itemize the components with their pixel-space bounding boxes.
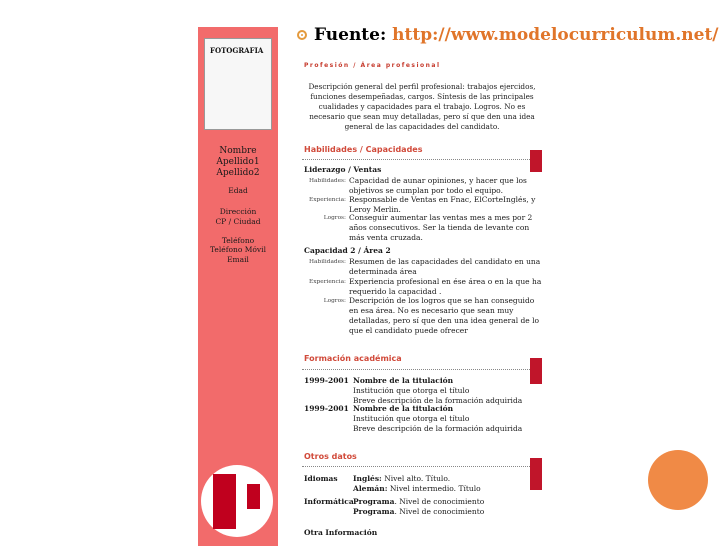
divider xyxy=(302,369,530,370)
language-german xyxy=(353,484,481,494)
german-label: Alemán: xyxy=(353,484,388,493)
education-degree: Nombre de la titulación xyxy=(353,404,454,413)
program-label: Programa xyxy=(353,507,395,516)
age: Edad xyxy=(228,186,248,195)
section-marker xyxy=(530,150,542,172)
achievements-value: Conseguir aumentar las ventas mes a mes por 2 años consecutivos. Ser la tienda de levante con más venta cruzada. xyxy=(349,213,533,242)
logo-bar-large xyxy=(213,474,236,529)
candidate-name xyxy=(198,146,278,179)
section-marker xyxy=(530,458,542,490)
achievements-value: Descripción de los logros que se han conseguido en esa área. No es necesario que sean muy detalladas, pero sí que den una idea general de lo que el candidato puede ofrecer xyxy=(349,296,540,335)
program-1 xyxy=(353,497,484,507)
achievements-label: Logros: xyxy=(323,298,346,304)
education-institution: Institución que otorga el título xyxy=(353,386,470,395)
education-degree: Nombre de la titulación xyxy=(353,376,454,385)
profession-title: Profesión / Área profesional xyxy=(304,62,441,69)
decorative-circle xyxy=(648,450,708,510)
skill-label: Habilidades: xyxy=(308,178,346,184)
source-label: Fuente: xyxy=(314,25,387,45)
german-value: Nivel intermedio. Título xyxy=(389,484,481,493)
address: Dirección xyxy=(219,207,257,216)
name-surname1: Apellido1 xyxy=(216,157,260,167)
program-2 xyxy=(353,507,484,517)
experience-value: Responsable de Ventas en Fnac, ElCorteInglés, y Leroy Merlin. xyxy=(349,195,536,214)
email: Email xyxy=(227,255,249,264)
divider xyxy=(302,159,530,160)
skill-value: Resumen de las capacidades del candidato en una determinada área xyxy=(349,257,541,276)
section-marker xyxy=(530,358,542,384)
logo-circle xyxy=(201,465,273,537)
experience-value: Experiencia profesional en ése área o en la que ha requerido la capacidad . xyxy=(349,277,542,296)
education-brief: Breve descripción de la formación adquirida xyxy=(353,396,523,405)
name-surname2: Apellido2 xyxy=(216,168,260,178)
source-link[interactable]: http://www.modelocurriculum.net/ xyxy=(392,25,719,45)
program-value: . Nivel de conocimiento xyxy=(394,497,485,506)
skill-area-title: Liderazgo / Ventas xyxy=(304,165,382,174)
experience-label: Experiencia: xyxy=(309,279,346,285)
mobile-phone: Teléfono Móvil xyxy=(210,245,266,254)
education-years: 1999-2001 xyxy=(304,404,349,413)
postal-city: CP / Ciudad xyxy=(215,217,261,226)
achievements-label: Logros: xyxy=(323,215,346,221)
program-label: Programa xyxy=(353,497,395,506)
computing-label: Informática xyxy=(304,497,354,506)
phone: Teléfono xyxy=(221,236,255,245)
source-line xyxy=(314,25,719,45)
education-institution: Institución que otorga el título xyxy=(353,414,470,423)
experience-label: Experiencia: xyxy=(309,197,346,203)
skills-section-title: Habilidades / Capacidades xyxy=(304,145,423,154)
other-section-title: Otros datos xyxy=(304,452,357,461)
education-brief: Breve descripción de la formación adquirida xyxy=(353,424,523,433)
logo-bar-small xyxy=(247,484,260,509)
skill-area-title: Capacidad 2 / Área 2 xyxy=(304,246,391,255)
other-info-label: Otra Información xyxy=(304,528,378,537)
english-value: Nivel alto. Título. xyxy=(384,474,451,483)
divider xyxy=(302,466,530,467)
education-years: 1999-2001 xyxy=(304,376,349,385)
bullet-icon xyxy=(297,30,307,40)
language-english xyxy=(353,474,450,484)
program-value: . Nivel de conocimiento xyxy=(394,507,485,516)
photo-placeholder xyxy=(204,38,272,130)
english-label: Inglés: xyxy=(353,474,382,483)
education-section-title: Formación académica xyxy=(304,354,402,363)
skill-value: Capacidad de aunar opiniones, y hacer que los objetivos se cumplan por todo el equipo. xyxy=(349,176,527,195)
languages-label: Idiomas xyxy=(304,474,338,483)
skill-label: Habilidades: xyxy=(308,259,346,265)
name-first: Nombre xyxy=(219,146,257,156)
photo-label: FOTOGRAFIA xyxy=(210,46,264,55)
profile-description: Descripción general del perfil profesional: trabajos ejercidos, funciones desempeñadas, cargos. Síntesis de las principales cualidades y capacidades para el trabajo. Logros. No es necesario que sean muy detalladas, pero sí que den una idea general de las capacidades del candidato. xyxy=(308,82,536,131)
